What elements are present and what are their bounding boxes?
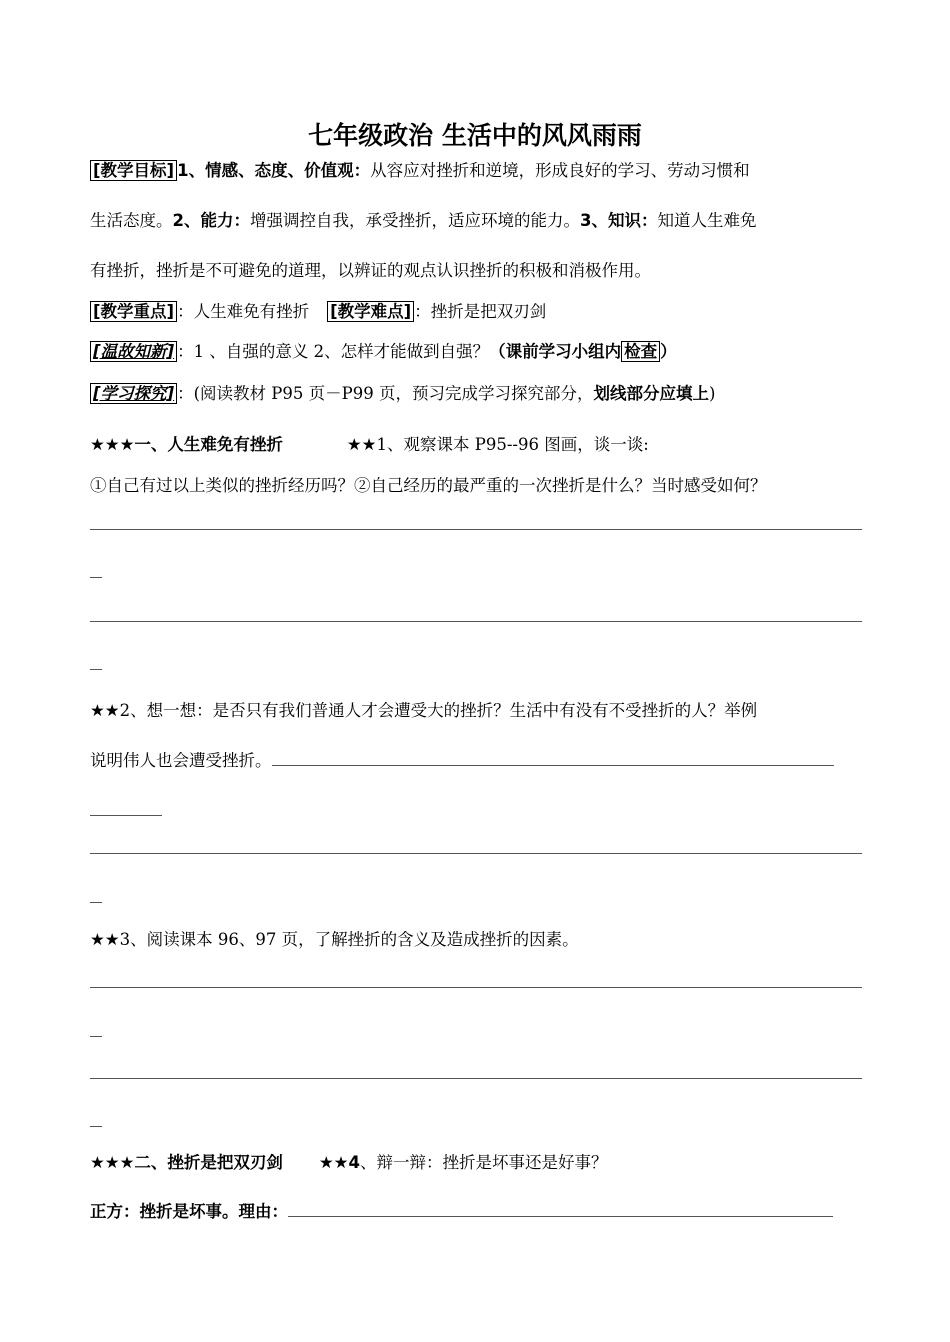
explore-note: 划线部分应填上 <box>593 384 709 403</box>
answer-line <box>90 987 862 988</box>
review-label: [温故知新] <box>90 341 177 362</box>
q1-subquestion: ①自己有过以上类似的挫折经历吗？②自己经历的最严重的一次挫折是什么？当时感受如何？ <box>90 476 767 495</box>
objective-1-heading: 1、情感、态度、价值观： <box>177 161 371 180</box>
difficulty-text: ：挫折是把双刃剑 <box>414 302 547 321</box>
review-note-end: ） <box>660 342 677 361</box>
q4-text: 、辩一辩：挫折是坏事还是好事？ <box>359 1153 608 1172</box>
explore-label: [学习探究] <box>90 383 177 404</box>
objective-2-heading: 2、能力： <box>172 211 250 230</box>
answer-line-stub <box>90 902 102 903</box>
answer-line <box>90 621 862 622</box>
answer-blank[interactable] <box>272 764 834 766</box>
answer-blank[interactable] <box>288 1215 833 1217</box>
section1-heading: ★★★一、人生难免有挫折 <box>90 435 283 454</box>
review-text: ：1 、自强的意义 2、怎样才能做到自强？ <box>177 342 490 361</box>
explore-text: ：(阅读教材 P95 页－P99 页，预习完成学习探究部分， <box>177 384 594 403</box>
page-title: 七年级政治 生活中的风风雨雨 <box>308 121 642 150</box>
key-points-text: ：人生难免有挫折 <box>177 302 310 321</box>
section2-heading: ★★★二、挫折是把双刃剑 <box>90 1153 283 1172</box>
difficulty-label: [教学难点] <box>327 301 414 322</box>
section1-line <box>90 432 865 458</box>
pro-argument-line <box>90 1199 865 1225</box>
objective-3-text: 知道人生难免 <box>657 211 757 230</box>
key-points-line <box>90 299 865 325</box>
objective-2-text: 增强调控自我，承受挫折，适应环境的能力。 <box>249 211 580 230</box>
objective-1-text-end: 生活态度。 <box>90 211 173 230</box>
answer-line <box>90 853 862 854</box>
explore-line <box>90 381 865 407</box>
pro-argument-label: 正方：挫折是坏事。理由： <box>90 1202 288 1221</box>
section2-line <box>90 1150 865 1176</box>
answer-line-stub <box>90 1036 102 1037</box>
answer-line-stub <box>90 669 102 670</box>
objective-3-heading: 3、知识： <box>579 211 658 230</box>
review-line <box>90 339 865 365</box>
answer-line <box>90 529 862 530</box>
objectives-line-2 <box>90 208 865 234</box>
review-note: （课前学习小组内 <box>489 342 622 361</box>
objective-1-text: 从容应对挫折和逆境，形成良好的学习、劳动习惯和 <box>370 161 750 180</box>
objectives-line-1 <box>90 158 865 184</box>
answer-line-stub <box>90 577 102 578</box>
q2-text-2: 说明伟人也会遭受挫折。 <box>90 751 272 770</box>
q4-number: 4 <box>348 1153 360 1172</box>
q2-line-1 <box>90 698 865 724</box>
q3-text: 3、阅读课本 96、97 页，了解挫折的含义及造成挫折的因素。 <box>119 930 579 949</box>
q4-stars: ★★ <box>318 1153 349 1172</box>
key-points-label: [教学重点] <box>90 301 177 322</box>
q2-text: 2、想一想：是否只有我们普通人才会遭受大的挫折？生活中有没有不受挫折的人？举例 <box>119 701 758 720</box>
q2-stars: ★★ <box>90 701 120 720</box>
q1-stars: ★★ <box>346 435 377 454</box>
explore-note-end: ) <box>708 384 716 403</box>
q2-line-2 <box>90 748 865 774</box>
answer-line <box>90 1078 862 1079</box>
objectives-line-3: 有挫折，挫折是不可避免的道理，以辨证的观点认识挫折的积极和消极作用。 <box>90 261 651 280</box>
answer-line-stub <box>90 1126 102 1127</box>
q1-text: 1、观察课本 P95--96 图画，谈一谈: <box>376 435 649 454</box>
q3-line <box>90 927 865 953</box>
objectives-label: [教学目标] <box>90 160 177 181</box>
q3-stars: ★★ <box>90 930 120 949</box>
answer-line-stub <box>90 815 162 816</box>
review-check-box: 检查 <box>621 341 660 362</box>
